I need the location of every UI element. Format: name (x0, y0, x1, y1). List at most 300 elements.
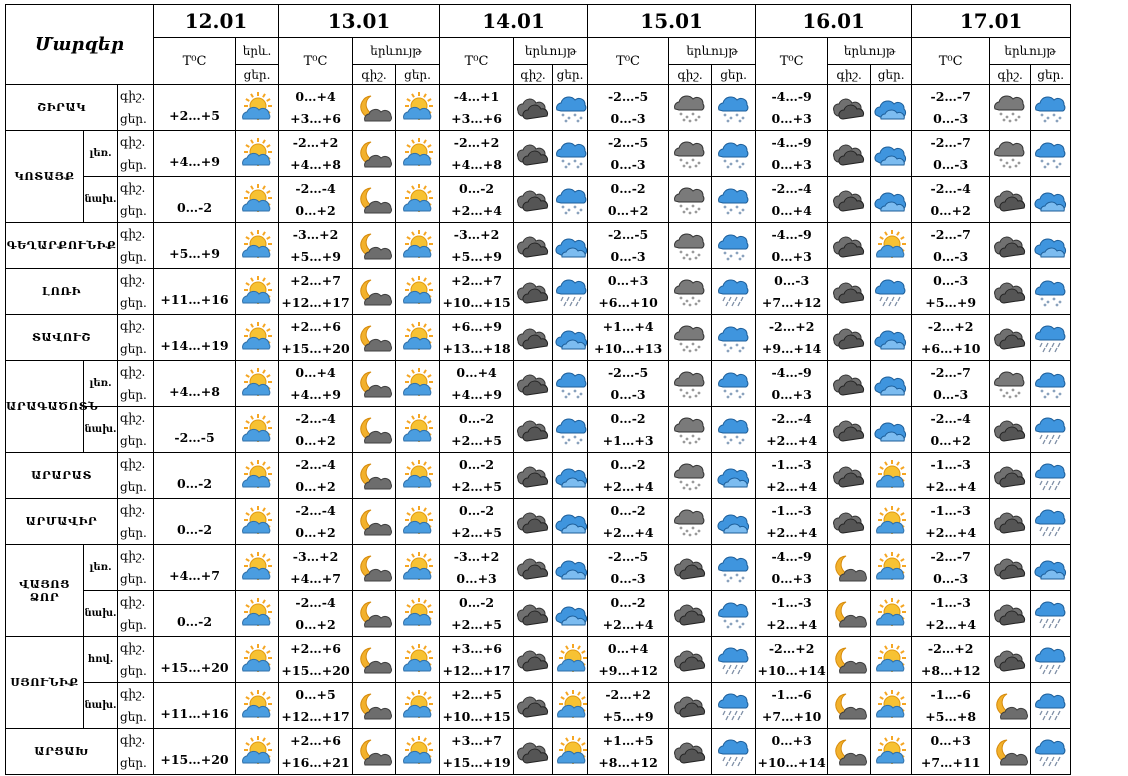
day-weather-icon-cell (712, 683, 756, 729)
day-weather-icon-cell (553, 177, 588, 223)
night-temp: 0…-2 (610, 410, 646, 426)
night-temp: -4…-9 (771, 134, 812, 150)
night-temp: 0…+3 (607, 272, 649, 288)
night-label: գիշ. (118, 407, 154, 430)
temperature-range (756, 637, 828, 683)
day-temp: +2…+5 (451, 616, 502, 632)
snow-cloud-icon (553, 139, 591, 169)
day-weather-icon-cell (396, 683, 440, 729)
temperature-range (756, 131, 828, 177)
day-subheader: ցեր. (1031, 65, 1071, 85)
day-temp: 0…+3 (771, 570, 812, 586)
moon-cloud-icon (991, 691, 1029, 721)
temperature-range (440, 407, 514, 453)
night-weather-icon-cell (669, 85, 712, 131)
weather-icon-cell (236, 361, 279, 407)
night-temp: +2…+6 (290, 732, 341, 748)
night-temp: -3…+2 (453, 226, 500, 242)
day-temp: +13…+18 (442, 340, 511, 356)
night-temp: +2…+6 (290, 640, 341, 656)
temperature-range (756, 269, 828, 315)
rain-cloud-icon (1032, 645, 1070, 675)
temperature-range (756, 683, 828, 729)
day-weather-icon-cell (871, 223, 912, 269)
rain-cloud-icon (715, 277, 753, 307)
night-weather-icon-cell (990, 683, 1031, 729)
day-label: ցեր. (118, 752, 154, 775)
weather-icon-cell (236, 85, 279, 131)
night-temp: 0…+5 (295, 686, 336, 702)
night-weather-icon-cell (990, 591, 1031, 637)
night-weather-icon-cell (514, 177, 553, 223)
night-temp: -2…-5 (607, 548, 649, 564)
blue-cloud-icon (553, 599, 591, 629)
dark-snow-icon (671, 369, 709, 399)
night-weather-icon-cell (828, 315, 871, 361)
cloud-icon (514, 139, 552, 169)
cloud-icon (514, 737, 552, 767)
temperature-range (279, 361, 353, 407)
day-temp: +2…+4 (451, 202, 502, 218)
day-temp: +2…+4 (766, 432, 818, 448)
cloud-icon (514, 645, 552, 675)
day-temp: 0…+2 (930, 432, 971, 448)
night-temp: -3…+2 (292, 226, 339, 242)
day-label: ցեր. (118, 660, 154, 683)
night-temp: +6…+9 (451, 318, 502, 334)
day-weather-icon-cell (396, 131, 440, 177)
night-temp: 0…+4 (607, 640, 649, 656)
day-temp: +5…+9 (451, 248, 502, 264)
snow-cloud-icon (553, 415, 591, 445)
day-temp: 0…+2 (295, 202, 336, 218)
temp-value: 0…-2 (176, 522, 213, 537)
blue-cloud-icon (872, 139, 910, 169)
day-temp: 0…+2 (930, 202, 971, 218)
temperature-range (279, 315, 353, 361)
day-weather-icon-cell (1031, 269, 1071, 315)
night-weather-icon-cell (353, 683, 396, 729)
moon-cloud-icon (830, 737, 868, 767)
temperature-range (588, 683, 669, 729)
night-temp: -2…-7 (930, 226, 971, 242)
cloud-icon (991, 323, 1029, 353)
day-temp: 0…+3 (771, 386, 812, 402)
night-weather-icon-cell (669, 315, 712, 361)
night-temp: -2…+2 (927, 318, 974, 334)
day-weather-icon-cell (871, 637, 912, 683)
day-weather-icon-cell (871, 407, 912, 453)
dark-snow-icon (671, 323, 709, 353)
temp-header: T⁰C (279, 38, 353, 85)
region-name: ԱՐՑԱԽ (6, 729, 118, 775)
day-weather-icon-cell (871, 453, 912, 499)
temperature-range (154, 729, 236, 775)
temperature-range (279, 85, 353, 131)
night-temp: -2…-4 (295, 502, 336, 518)
temperature-range (756, 85, 828, 131)
temperature-range (154, 637, 236, 683)
night-weather-icon-cell (514, 729, 553, 775)
day-temp: +5…+8 (925, 708, 977, 724)
day-label: ցեր. (118, 430, 154, 453)
phenomenon-header: երևույթ (828, 38, 912, 65)
day-weather-icon-cell (712, 315, 756, 361)
day-temp: 0…+2 (295, 478, 336, 494)
night-weather-icon-cell (514, 407, 553, 453)
night-weather-icon-cell (990, 637, 1031, 683)
night-temp: -3…+2 (453, 548, 500, 564)
blue-cloud-icon (553, 323, 591, 353)
temperature-range (440, 131, 514, 177)
day-weather-icon-cell (553, 453, 588, 499)
temperature-range (440, 177, 514, 223)
subregion-label: նախ. (84, 683, 118, 729)
snow-cloud-icon (715, 553, 753, 583)
day-temp: 0…+2 (607, 202, 649, 218)
subregion-label: լեռ. (84, 545, 118, 591)
date-header: 16.01 (756, 5, 912, 38)
cloud-icon (671, 737, 709, 767)
sun-cloud-icon (238, 553, 276, 583)
night-weather-icon-cell (669, 683, 712, 729)
dark-snow-icon (671, 185, 709, 215)
night-weather-icon-cell (828, 223, 871, 269)
day-label: ցեր. (118, 568, 154, 591)
night-temp: -2…-7 (930, 364, 971, 380)
day-weather-icon-cell (712, 269, 756, 315)
day-weather-icon-cell (553, 223, 588, 269)
weather-icon-cell (236, 223, 279, 269)
day-weather-icon-cell (712, 177, 756, 223)
temperature-range (279, 223, 353, 269)
night-temp: 0…-2 (459, 410, 495, 426)
temperature-range (154, 499, 236, 545)
phenomenon-header: երևույթ (353, 38, 440, 65)
day-weather-icon-cell (871, 177, 912, 223)
cloud-icon (830, 185, 868, 215)
night-temp: 0…+3 (930, 732, 971, 748)
night-weather-icon-cell (353, 131, 396, 177)
blue-cloud-icon (715, 507, 753, 537)
night-weather-icon-cell (669, 223, 712, 269)
temperature-range (588, 131, 669, 177)
night-temp: -2…-7 (930, 548, 971, 564)
sun-cloud-icon (238, 737, 276, 767)
phenomenon-header: երևույթ (514, 38, 588, 65)
day-temp: +1…+3 (602, 432, 654, 448)
snow-cloud-icon (1032, 139, 1070, 169)
cloud-icon (830, 277, 868, 307)
night-weather-icon-cell (828, 361, 871, 407)
temperature-range (154, 361, 236, 407)
cloud-icon (830, 323, 868, 353)
cloud-icon (671, 553, 709, 583)
temperature-range (588, 223, 669, 269)
dark-snow-icon (991, 93, 1029, 123)
temperature-range (279, 591, 353, 637)
cloud-icon (514, 93, 552, 123)
region-name: ԱՐԱՐԱՏ (6, 453, 118, 499)
day-weather-icon-cell (553, 729, 588, 775)
blue-cloud-icon (1032, 185, 1070, 215)
night-weather-icon-cell (353, 637, 396, 683)
dark-snow-icon (991, 139, 1029, 169)
sun-cloud-icon (872, 507, 910, 537)
weather-icon-cell (236, 131, 279, 177)
temperature-range (440, 545, 514, 591)
night-weather-icon-cell (990, 269, 1031, 315)
sun-cloud-icon (238, 139, 276, 169)
day-weather-icon-cell (712, 545, 756, 591)
cloud-icon (830, 93, 868, 123)
moon-cloud-icon (355, 93, 393, 123)
temperature-range (588, 545, 669, 591)
day-temp: 0…+3 (771, 248, 812, 264)
cloud-icon (514, 231, 552, 261)
weather-icon-cell (236, 683, 279, 729)
day-temp: 0…-3 (933, 386, 969, 402)
subregion-label: նախ. (84, 591, 118, 637)
day-weather-icon-cell (871, 315, 912, 361)
night-temp: -2…-5 (607, 88, 649, 104)
date-header: 12.01 (154, 5, 279, 38)
temperature-range (440, 85, 514, 131)
day-weather-icon-cell (871, 85, 912, 131)
temp-value: +15…+20 (160, 660, 229, 675)
night-temp: -2…-4 (771, 180, 812, 196)
sun-cloud-icon (399, 553, 437, 583)
night-label: գիշ. (118, 223, 154, 246)
night-temp: -4…-9 (771, 364, 812, 380)
day-weather-icon-cell (712, 361, 756, 407)
temp-value: +11…+16 (160, 292, 229, 307)
weather-icon-cell (236, 315, 279, 361)
region-name: ԳԵՂԱՐՔՈՒՆԻՔ (6, 223, 118, 269)
subregion-label: նախ. (84, 177, 118, 223)
sun-cloud-icon (238, 93, 276, 123)
day-temp: +2…+4 (766, 478, 818, 494)
night-label: գիշ. (118, 315, 154, 338)
night-weather-icon-cell (514, 545, 553, 591)
night-weather-icon-cell (353, 85, 396, 131)
night-weather-icon-cell (353, 315, 396, 361)
day-temp: +2…+5 (451, 432, 502, 448)
temperature-range (440, 591, 514, 637)
night-weather-icon-cell (990, 315, 1031, 361)
dark-snow-icon (671, 93, 709, 123)
phenomenon-header: երև. (236, 38, 279, 65)
forecast-table (5, 4, 1071, 775)
night-temp: -2…-5 (607, 226, 649, 242)
night-subheader: գիշ. (828, 65, 871, 85)
night-temp: -1…-6 (930, 686, 971, 702)
day-temp: 0…+3 (771, 156, 812, 172)
day-temp: +10…+14 (757, 754, 826, 770)
day-label: ցեր. (118, 614, 154, 637)
night-temp: -2…-5 (607, 134, 649, 150)
temperature-range (279, 499, 353, 545)
sun-cloud-icon (399, 415, 437, 445)
night-temp: -2…+2 (927, 640, 974, 656)
temperature-range (154, 407, 236, 453)
moon-cloud-icon (355, 323, 393, 353)
temp-value: 0…-2 (176, 200, 213, 215)
night-temp: -3…+2 (292, 548, 339, 564)
snow-cloud-icon (553, 369, 591, 399)
night-label: գիշ. (118, 85, 154, 108)
temperature-range (154, 269, 236, 315)
day-weather-icon-cell (553, 683, 588, 729)
day-label: ցեր. (118, 292, 154, 315)
night-temp: -2…-4 (771, 410, 812, 426)
night-weather-icon-cell (514, 361, 553, 407)
cloud-icon (514, 599, 552, 629)
sun-cloud-icon (872, 461, 910, 491)
blue-cloud-icon (553, 461, 591, 491)
subregion-label: հով. (84, 637, 118, 683)
day-temp: +2…+4 (766, 616, 818, 632)
temperature-range (756, 453, 828, 499)
cloud-icon (514, 277, 552, 307)
subregion-label: լեռ. (84, 361, 118, 407)
blue-cloud-icon (1032, 231, 1070, 261)
night-weather-icon-cell (669, 269, 712, 315)
phenomenon-header: երևույթ (669, 38, 756, 65)
temperature-range (912, 131, 990, 177)
night-weather-icon-cell (353, 729, 396, 775)
temperature-range (912, 499, 990, 545)
day-weather-icon-cell (396, 315, 440, 361)
cloud-icon (830, 369, 868, 399)
temp-value: +15…+20 (160, 752, 229, 767)
cloud-icon (991, 231, 1029, 261)
day-weather-icon-cell (1031, 223, 1071, 269)
day-weather-icon-cell (553, 315, 588, 361)
day-temp: 0…+2 (295, 432, 336, 448)
dark-snow-icon (671, 507, 709, 537)
day-weather-icon-cell (396, 269, 440, 315)
night-temp: -2…-4 (295, 180, 336, 196)
day-label: ցեր. (118, 522, 154, 545)
day-temp: +2…+4 (925, 616, 977, 632)
temperature-range (154, 131, 236, 177)
temperature-range (912, 637, 990, 683)
day-weather-icon-cell (553, 269, 588, 315)
moon-cloud-icon (355, 691, 393, 721)
moon-cloud-icon (355, 415, 393, 445)
cloud-icon (514, 507, 552, 537)
sun-cloud-icon (238, 599, 276, 629)
temp-value: +4…+9 (169, 154, 220, 169)
night-weather-icon-cell (669, 407, 712, 453)
temperature-range (588, 499, 669, 545)
night-weather-icon-cell (514, 499, 553, 545)
day-weather-icon-cell (871, 499, 912, 545)
rain-cloud-icon (1032, 415, 1070, 445)
day-weather-icon-cell (553, 131, 588, 177)
day-weather-icon-cell (1031, 499, 1071, 545)
day-temp: +2…+5 (451, 524, 502, 540)
temperature-range (279, 545, 353, 591)
temperature-range (912, 683, 990, 729)
blue-cloud-icon (1032, 553, 1070, 583)
moon-cloud-icon (355, 737, 393, 767)
day-weather-icon-cell (553, 499, 588, 545)
day-temp: +10…+15 (442, 294, 511, 310)
temperature-range (279, 453, 353, 499)
night-temp: -1…-3 (771, 456, 812, 472)
sun-cloud-icon (872, 231, 910, 261)
temperature-range (154, 315, 236, 361)
day-temp: +8…+12 (598, 754, 658, 770)
moon-cloud-icon (355, 369, 393, 399)
day-temp: +2…+4 (602, 478, 654, 494)
sun-cloud-icon (238, 231, 276, 261)
dark-snow-icon (991, 369, 1029, 399)
night-weather-icon-cell (990, 499, 1031, 545)
night-weather-icon-cell (990, 407, 1031, 453)
temperature-range (279, 729, 353, 775)
day-temp: +3…+6 (451, 110, 502, 126)
day-temp: 0…-3 (933, 570, 969, 586)
temperature-range (440, 453, 514, 499)
night-weather-icon-cell (669, 361, 712, 407)
snow-cloud-icon (715, 599, 753, 629)
temperature-range (588, 407, 669, 453)
night-subheader: գիշ. (353, 65, 396, 85)
night-weather-icon-cell (353, 407, 396, 453)
region-name: ԼՈՌԻ (6, 269, 118, 315)
day-weather-icon-cell (871, 729, 912, 775)
day-weather-icon-cell (1031, 131, 1071, 177)
day-weather-icon-cell (1031, 361, 1071, 407)
day-weather-icon-cell (553, 591, 588, 637)
night-temp: 0…-2 (459, 180, 495, 196)
night-temp: -2…+2 (768, 640, 815, 656)
moon-cloud-icon (830, 553, 868, 583)
blue-cloud-icon (872, 369, 910, 399)
temp-header: T⁰C (756, 38, 828, 85)
temperature-range (588, 729, 669, 775)
day-label: ցեր. (118, 154, 154, 177)
night-weather-icon-cell (669, 453, 712, 499)
night-temp: 0…-2 (610, 456, 646, 472)
temperature-range (440, 315, 514, 361)
night-weather-icon-cell (353, 453, 396, 499)
night-temp: -1…-3 (771, 594, 812, 610)
weather-icon-cell (236, 591, 279, 637)
weather-icon-cell (236, 269, 279, 315)
night-subheader: գիշ. (669, 65, 712, 85)
sun-cloud-icon (399, 93, 437, 123)
blue-cloud-icon (872, 323, 910, 353)
moon-cloud-icon (355, 553, 393, 583)
dark-snow-icon (671, 415, 709, 445)
sun-cloud-icon (238, 277, 276, 307)
temperature-range (154, 545, 236, 591)
temperature-range (588, 453, 669, 499)
night-temp: -2…-4 (930, 180, 971, 196)
night-temp: 0…+4 (295, 364, 336, 380)
night-temp: 0…-2 (610, 180, 646, 196)
night-weather-icon-cell (669, 177, 712, 223)
cloud-icon (671, 645, 709, 675)
day-weather-icon-cell (871, 361, 912, 407)
rain-cloud-icon (715, 691, 753, 721)
temperature-range (588, 361, 669, 407)
temp-value: +11…+16 (160, 706, 229, 721)
